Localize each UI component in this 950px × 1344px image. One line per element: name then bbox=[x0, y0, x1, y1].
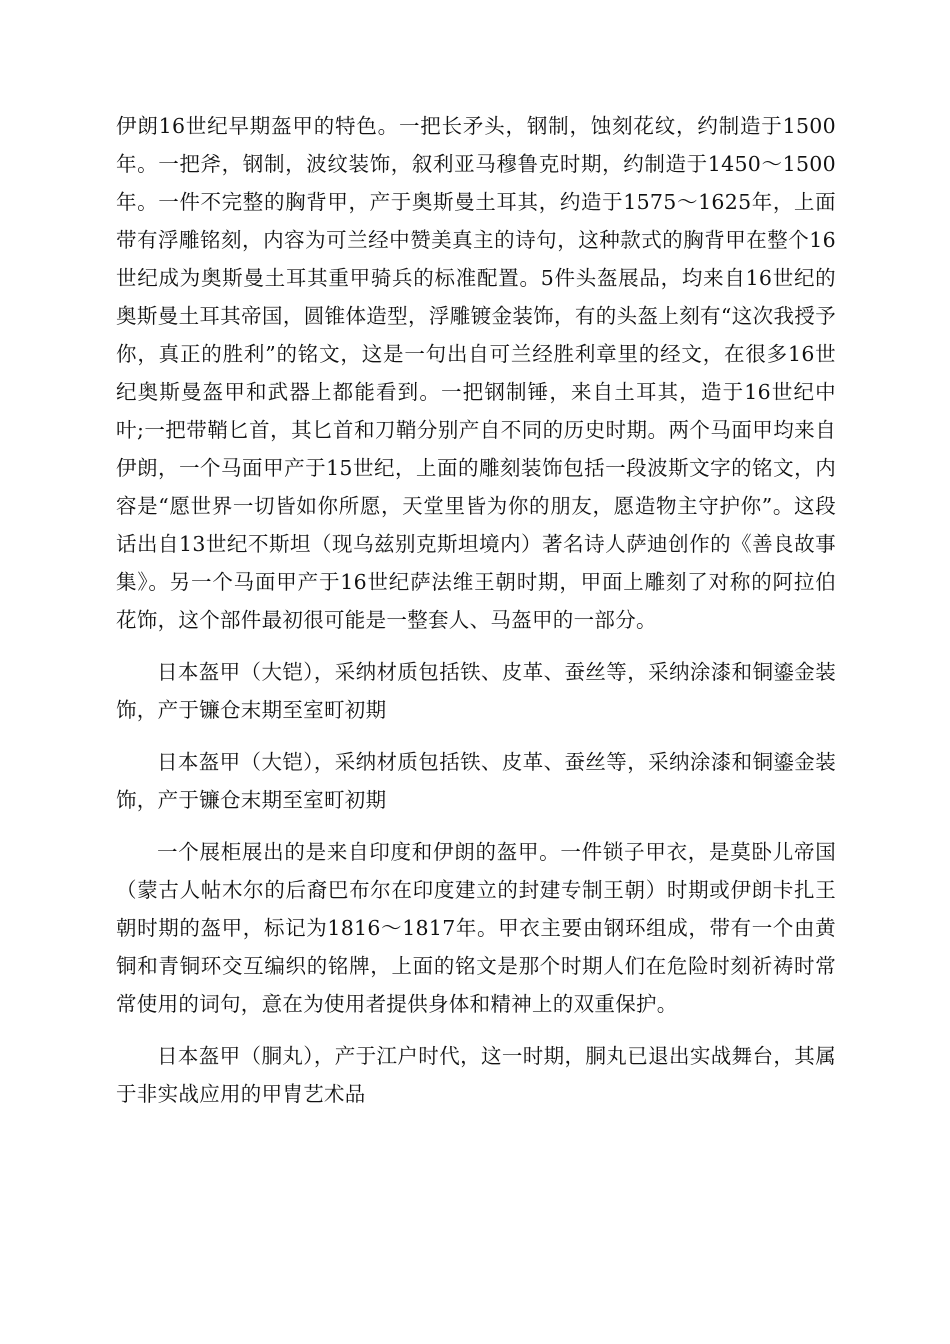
document-body bbox=[116, 107, 836, 1127]
paragraph-japanese-oyoroi-2: 日本盔甲（大铠），采纳材质包括铁、皮革、蚕丝等，采纳涂漆和铜鎏金装饰，产于镰仓末期至室町初期 bbox=[116, 750, 836, 812]
paragraph-india-iran-mail: 一个展柜展出的是来自印度和伊朗的盔甲。一件锁子甲衣，是莫卧儿帝国（蒙古人帖木尔的后裔巴布尔在印度建立的封建专制王朝）时期或伊朗卡扎王朝时期的盔甲，标记为1816～1817年。甲衣主要由钢环组成，带有一个由黄铜和青铜环交互编织的铭牌，上面的铭文是那个时期人们在危险时刻祈祷时常常使用的词句，意在为使用者提供身体和精神上的双重保护。 bbox=[116, 840, 836, 1016]
paragraph-japanese-oyoroi-1: 日本盔甲（大铠），采纳材质包括铁、皮革、蚕丝等，采纳涂漆和铜鎏金装饰，产于镰仓末期至室町初期 bbox=[116, 660, 836, 722]
paragraph-japanese-domaru: 日本盔甲（胴丸），产于江户时代，这一时期，胴丸已退出实战舞台，其属于非实战应用的甲胄艺术品 bbox=[116, 1044, 836, 1106]
paragraph-iran-armor: 伊朗16世纪早期盔甲的特色。一把长矛头，钢制，蚀刻花纹，约制造于1500年。一把斧，钢制，波纹装饰，叙利亚马穆鲁克时期，约制造于1450～1500年。一件不完整的胸背甲，产于奥斯曼土耳其，约造于1575～1625年，上面带有浮雕铭刻，内容为可兰经中赞美真主的诗句，这种款式的胸背甲在整个16世纪成为奥斯曼土耳其重甲骑兵的标准配置。5件头盔展品，均来自16世纪的奥斯曼土耳其帝国，圆锥体造型，浮雕镀金装饰，有的头盔上刻有“这次我授予你，真正的胜利”的铭文，这是一句出自可兰经胜利章里的经文，在很多16世纪奥斯曼盔甲和武器上都能看到。一把钢制锤，来自土耳其，造于16世纪中叶;一把带鞘匕首，其匕首和刀鞘分别产自不同的历史时期。两个马面甲均来自伊朗，一个马面甲产于15世纪，上面的雕刻装饰包括一段波斯文字的铭文，内容是“愿世界一切皆如你所愿，天堂里皆为你的朋友，愿造物主守护你”。这段话出自13世纪不斯坦（现乌兹别克斯坦境内）著名诗人萨迪创作的《善良故事集》。另一个马面甲产于16世纪萨法维王朝时期，甲面上雕刻了对称的阿拉伯花饰，这个部件最初很可能是一整套人、马盔甲的一部分。 bbox=[116, 114, 836, 632]
